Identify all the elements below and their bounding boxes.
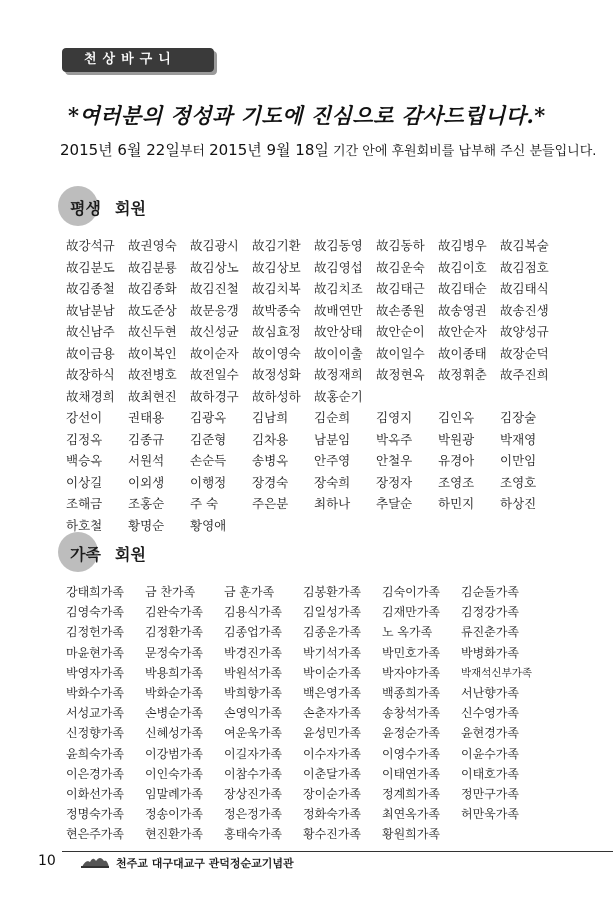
member-name: 故하성하 xyxy=(252,388,301,404)
member-name: 김재만가족 xyxy=(382,605,440,620)
member-name: 서성교가족 xyxy=(66,706,124,721)
member-name: 금 찬가족 xyxy=(145,585,196,599)
member-name: 김정옥 xyxy=(66,431,103,447)
member-name: 故이복인 xyxy=(128,345,177,361)
member-name: 이참수가족 xyxy=(224,766,282,781)
member-name: 故박종숙 xyxy=(252,302,301,318)
member-name: 故정휘춘 xyxy=(438,367,487,382)
member-name: 故안순이 xyxy=(376,324,425,339)
member-name: 이외생 xyxy=(128,474,165,490)
member-name: 하호철 xyxy=(66,517,103,533)
member-name: 김순돌가족 xyxy=(461,585,519,599)
member-name: 故송영권 xyxy=(438,302,487,318)
member-name: 현은주가족 xyxy=(66,827,124,842)
member-name: 김봉환가족 xyxy=(303,585,361,599)
member-name: 故김종철 xyxy=(66,281,115,296)
member-name: 안철우 xyxy=(376,453,413,468)
member-name: 故김태근 xyxy=(376,281,425,296)
member-name: 이상길 xyxy=(66,474,103,490)
member-name: 故정재희 xyxy=(314,367,363,382)
member-name: 백종희가족 xyxy=(382,685,440,700)
member-name: 정화숙가족 xyxy=(303,807,361,822)
member-name: 故김점호 xyxy=(500,259,549,275)
member-name: 박병화가족 xyxy=(461,645,519,660)
member-name: 김정환가족 xyxy=(145,625,203,640)
member-name: 박희향가족 xyxy=(224,685,282,700)
member-name: 故권영숙 xyxy=(128,238,177,253)
member-name: 故장하식 xyxy=(66,367,115,382)
member-name: 故김치복 xyxy=(252,281,301,296)
member-name xyxy=(500,515,562,537)
member-name: 故이이출 xyxy=(314,345,363,361)
member-name: 신혜성가족 xyxy=(145,726,203,741)
member-name: 현진환가족 xyxy=(145,827,203,842)
member-name: 김차용 xyxy=(252,431,289,447)
member-label: 회원 xyxy=(115,545,146,564)
member-name: 김인옥 xyxy=(438,410,475,425)
member-name: 이화선가족 xyxy=(66,786,124,801)
member-name: 김광옥 xyxy=(190,410,227,425)
member-name: 정계희가족 xyxy=(382,786,440,801)
member-name: 문정숙가족 xyxy=(145,645,203,660)
member-name: 마윤현가족 xyxy=(66,645,124,660)
member-name: 이행정 xyxy=(190,474,227,490)
member-name: 임말례가족 xyxy=(145,786,203,801)
member-name: 故문응갱 xyxy=(190,302,239,318)
member-name: 김종규 xyxy=(128,431,165,447)
member-name: 故이순자 xyxy=(190,345,239,361)
period-start-suffix: 부터 xyxy=(179,144,210,159)
member-name: 故신두현 xyxy=(128,324,177,339)
church-name: 천주교 대구대교구 관덕정순교기념관 xyxy=(116,857,294,870)
member-name: 신정향가족 xyxy=(66,726,124,741)
member-name xyxy=(438,515,500,537)
member-name: 신수영가족 xyxy=(461,706,519,721)
member-name: 이태연가족 xyxy=(382,766,440,781)
member-name: 장이순가족 xyxy=(303,786,361,801)
member-name: 백승옥 xyxy=(66,453,103,468)
member-name: 故이영숙 xyxy=(252,345,301,361)
member-name: 故김태순 xyxy=(438,281,487,296)
member-name: 故김분룡 xyxy=(128,259,177,275)
church-logo-icon xyxy=(80,853,110,869)
member-name: 이윤수가족 xyxy=(461,746,519,761)
member-name: 박용희가족 xyxy=(145,665,203,680)
member-name: 여운욱가족 xyxy=(224,726,282,741)
member-name: 故안순자 xyxy=(438,324,487,339)
member-name: 장숙희 xyxy=(314,474,351,490)
member-name: 김일성가족 xyxy=(303,605,361,620)
member-name: 조해금 xyxy=(66,496,103,511)
member-name: 김정강가족 xyxy=(461,605,519,620)
period-note xyxy=(60,139,596,160)
member-name: 故손종원 xyxy=(376,302,425,318)
member-name: 故김이호 xyxy=(438,259,487,275)
member-name: 남분임 xyxy=(314,431,351,447)
member-name xyxy=(461,824,540,844)
member-name: 김장술 xyxy=(500,410,537,425)
member-name: 정명숙가족 xyxy=(66,807,124,822)
member-name: 김종업가족 xyxy=(224,625,282,640)
member-name: 황원희가족 xyxy=(382,827,440,842)
lifetime-title: 평생 xyxy=(70,199,101,218)
member-name: 정송이가족 xyxy=(145,807,203,822)
member-name: 최하나 xyxy=(314,496,351,511)
member-name: 김영지 xyxy=(376,410,413,425)
member-name: 김영숙가족 xyxy=(66,605,124,620)
member-name: 안주영 xyxy=(314,453,351,468)
member-name: 최연옥가족 xyxy=(382,807,440,822)
member-name: 故안상태 xyxy=(314,324,363,339)
member-name: 주 숙 xyxy=(190,496,219,511)
member-name: 故김병우 xyxy=(438,238,487,253)
member-name: 故김동하 xyxy=(376,238,425,253)
member-name: 김숙이가족 xyxy=(382,585,440,599)
member-name: 허만욱가족 xyxy=(461,807,519,822)
member-name: 박경진가족 xyxy=(224,645,282,660)
family-member-list xyxy=(66,582,540,844)
member-name: 故김기환 xyxy=(252,238,301,253)
member-name: 권태용 xyxy=(128,410,165,425)
member-name: 이춘달가족 xyxy=(303,766,361,781)
member-name: 故송진생 xyxy=(500,302,549,318)
member-name: 김정헌가족 xyxy=(66,625,124,640)
member-name: 조홍순 xyxy=(128,496,165,511)
member-name: 故이금용 xyxy=(66,345,115,361)
member-name: 주은분 xyxy=(252,496,289,511)
member-name: 故도준상 xyxy=(128,302,177,318)
member-name: 조영조 xyxy=(438,474,475,490)
member-name: 이수자가족 xyxy=(303,746,361,761)
member-name: 김순희 xyxy=(314,410,351,425)
member-name: 故양성규 xyxy=(500,324,549,339)
member-name: 故채경희 xyxy=(66,388,115,404)
member-name: 故전일수 xyxy=(190,367,239,382)
member-name: 故정현옥 xyxy=(376,367,425,382)
member-name: 윤현경가족 xyxy=(461,726,519,741)
member-name: 故전병호 xyxy=(128,367,177,382)
member-name: 추달순 xyxy=(376,496,413,511)
member-name: 윤희숙가족 xyxy=(66,746,124,761)
member-name xyxy=(500,386,562,408)
member-name: 故최현진 xyxy=(128,388,177,404)
member-name: 故김치조 xyxy=(314,281,363,296)
member-name: 손춘자가족 xyxy=(303,706,361,721)
member-name: 강선이 xyxy=(66,410,103,425)
member-name: 故김태식 xyxy=(500,281,549,296)
member-name: 이만임 xyxy=(500,453,537,468)
member-name: 이길자가족 xyxy=(224,746,282,761)
member-name: 손영익가족 xyxy=(224,706,282,721)
member-name: 박옥주 xyxy=(376,431,413,447)
member-name: 故이일수 xyxy=(376,345,425,361)
member-name: 조영호 xyxy=(500,474,537,490)
member-name: 김남희 xyxy=(252,410,289,425)
member-name: 故김상보 xyxy=(252,259,301,275)
member-name: 故김동영 xyxy=(314,238,363,253)
member-name: 박재영 xyxy=(500,431,537,447)
member-name: 故김운숙 xyxy=(376,259,425,275)
member-name: 故심효정 xyxy=(252,324,301,339)
member-name: 하상진 xyxy=(500,496,537,511)
member-name: 故하경구 xyxy=(190,388,239,404)
member-name xyxy=(252,515,314,537)
member-name: 이은경가족 xyxy=(66,766,124,781)
member-name: 故남분남 xyxy=(66,302,115,318)
member-name xyxy=(314,515,376,537)
member-name: 김종운가족 xyxy=(303,625,361,640)
member-name: 황수진가족 xyxy=(303,827,361,842)
member-name: 장경숙 xyxy=(252,474,289,490)
member-name: 백은영가족 xyxy=(303,685,361,700)
member-name: 박원석가족 xyxy=(224,665,282,680)
member-name xyxy=(438,386,500,408)
member-name: 금 훈가족 xyxy=(224,585,275,599)
member-name: 故김복술 xyxy=(500,238,549,253)
member-name: 박이순가족 xyxy=(303,665,361,680)
member-name: 김완숙가족 xyxy=(145,605,203,620)
member-name: 故김광시 xyxy=(190,238,239,253)
period-start: 2015년 6월 22일 xyxy=(60,141,180,159)
member-name: 정만구가족 xyxy=(461,786,519,801)
member-name: 장정자 xyxy=(376,474,413,490)
member-name: 故신성균 xyxy=(190,324,239,339)
member-name xyxy=(376,515,438,537)
member-name: 박민호가족 xyxy=(382,645,440,660)
member-name: 故장순덕 xyxy=(500,345,549,361)
member-name: 故김영섭 xyxy=(314,259,363,275)
member-name: 이영수가족 xyxy=(382,746,440,761)
member-name: 박영자가족 xyxy=(66,665,124,680)
member-name: 손순득 xyxy=(190,453,227,468)
member-name: 故홍순기 xyxy=(314,388,363,404)
period-end: 2015년 9월 18일 xyxy=(209,141,329,159)
member-name: 윤성민가족 xyxy=(303,726,361,741)
member-label: 회원 xyxy=(115,199,146,218)
member-name: 박자야가족 xyxy=(382,665,440,680)
member-name: 김준형 xyxy=(190,431,227,447)
lifetime-member-list xyxy=(66,235,562,536)
member-name: 노 옥가족 xyxy=(382,625,433,640)
member-name: 송병옥 xyxy=(252,453,289,468)
member-name: 유경아 xyxy=(438,453,475,468)
member-name: 故신남주 xyxy=(66,324,115,339)
member-name: 故김분도 xyxy=(66,259,115,275)
member-name: 故주진희 xyxy=(500,367,549,382)
member-name: 황영애 xyxy=(190,517,227,533)
footer-rule xyxy=(62,851,613,852)
member-name: 이태호가족 xyxy=(461,766,519,781)
family-title: 가족 xyxy=(70,545,101,564)
member-name: 손병순가족 xyxy=(145,706,203,721)
member-name: 故김상노 xyxy=(190,259,239,275)
member-name: 하민지 xyxy=(438,496,475,511)
member-name: 황명순 xyxy=(128,517,165,533)
member-name: 박재석신부가족 xyxy=(461,666,533,679)
member-name: 故이종태 xyxy=(438,345,487,361)
member-name: 故정성화 xyxy=(252,367,301,382)
member-name: 박원광 xyxy=(438,431,475,447)
thanks-headline: *여러분의 정성과 기도에 진심으로 감사드립니다.* xyxy=(68,103,546,128)
member-name: 서난향가족 xyxy=(461,685,519,700)
member-name: 강태희가족 xyxy=(66,585,124,599)
member-name: 박화수가족 xyxy=(66,685,124,700)
member-name: 故강석규 xyxy=(66,238,115,253)
period-end-suffix: 기간 안에 후원회비를 납부해 주신 분들입니다. xyxy=(328,144,597,159)
member-name: 장상진가족 xyxy=(224,786,282,801)
member-name xyxy=(376,386,438,408)
member-name: 박기석가족 xyxy=(303,645,361,660)
member-name: 서원석 xyxy=(128,453,165,468)
member-name: 윤정순가족 xyxy=(382,726,440,741)
member-name: 故배연만 xyxy=(314,302,363,318)
member-name: 송창석가족 xyxy=(382,706,440,721)
member-name: 김용식가족 xyxy=(224,605,282,620)
member-name: 이강범가족 xyxy=(145,746,203,761)
member-name: 박화순가족 xyxy=(145,685,203,700)
member-name: 정은정가족 xyxy=(224,807,282,822)
section-tag: 천상바구니 xyxy=(62,48,214,72)
member-name: 홍태숙가족 xyxy=(224,827,282,842)
member-name: 이인숙가족 xyxy=(145,766,203,781)
member-name: 故김진철 xyxy=(190,281,239,296)
page-number: 10 xyxy=(38,853,56,869)
member-name: 류진춘가족 xyxy=(461,625,519,640)
member-name: 故김종화 xyxy=(128,281,177,296)
